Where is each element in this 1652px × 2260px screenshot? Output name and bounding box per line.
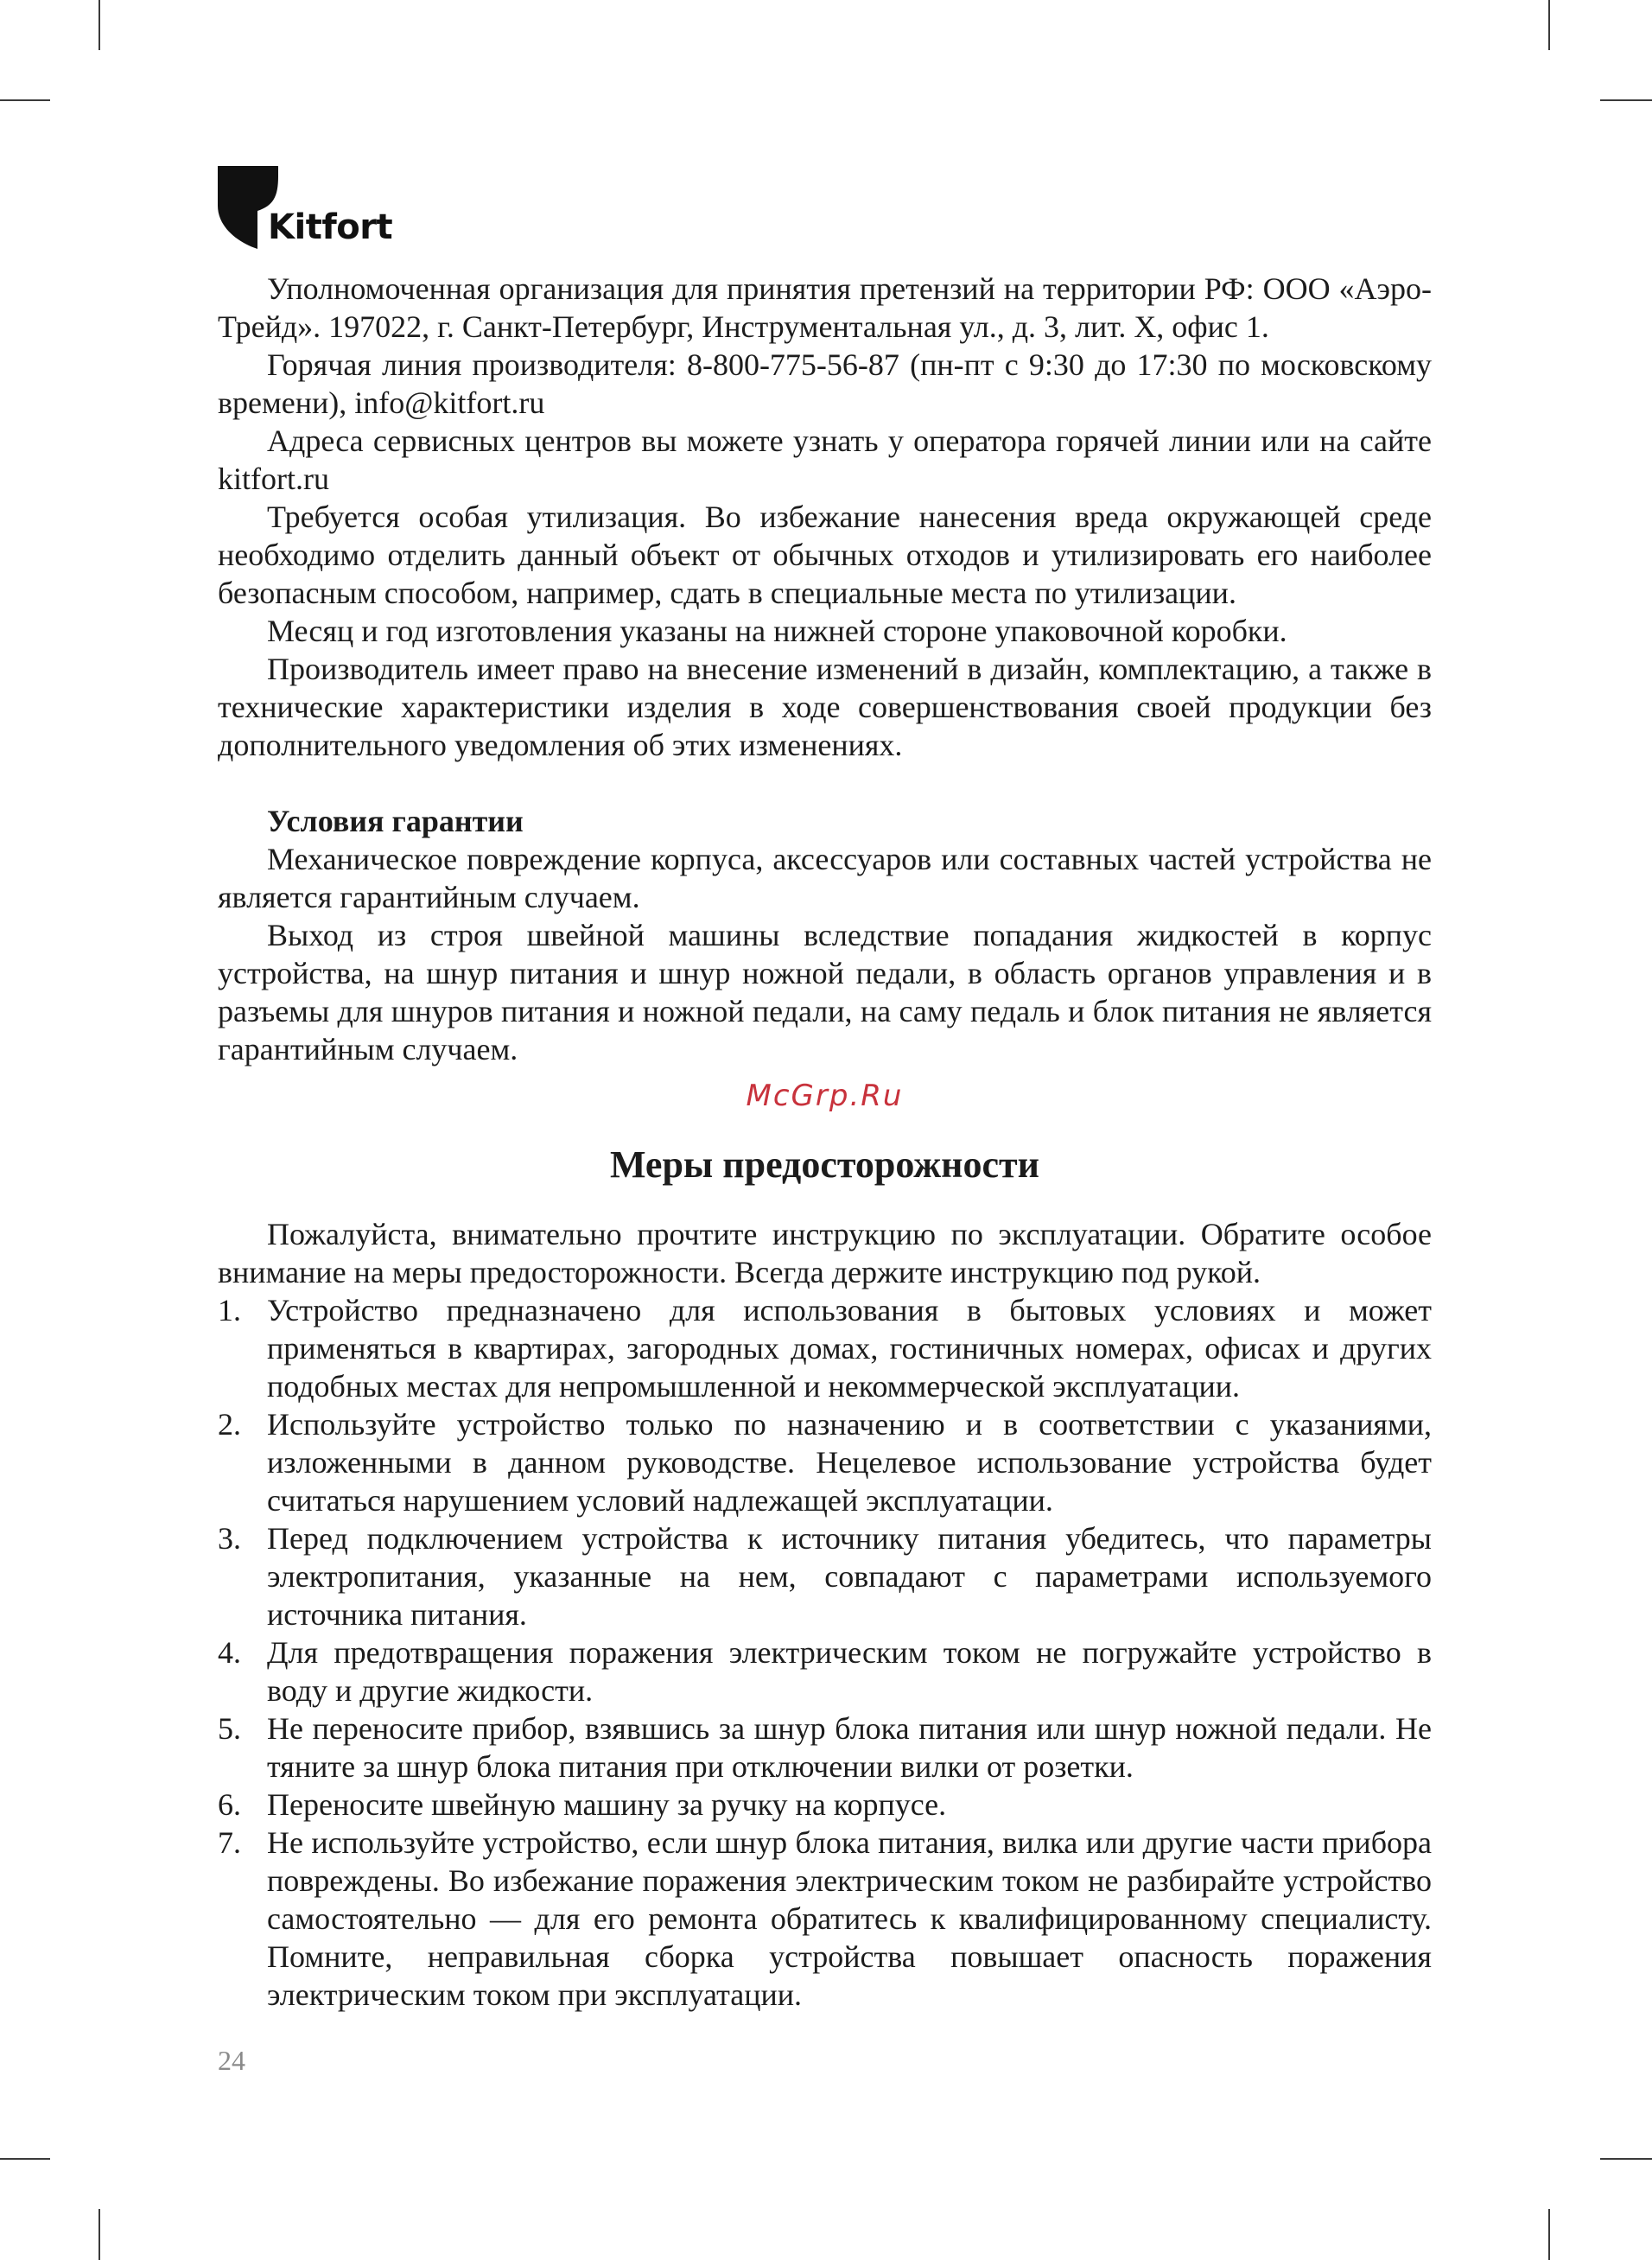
list-item <box>218 1709 1432 1786</box>
list-item <box>218 1291 1432 1405</box>
list-item-number: 4. <box>218 1635 241 1670</box>
list-item-text: Переносите швейную машину за ручку на корпусе. <box>267 1787 947 1822</box>
list-item-number: 3. <box>218 1521 241 1556</box>
list-item <box>218 1405 1432 1519</box>
document-body <box>218 270 1432 2014</box>
paragraph-service-centers: Адреса сервисных центров вы можете узнать у оператора горячей линии или на сайте kitfort.ru <box>218 423 1432 496</box>
crop-mark <box>1548 2209 1550 2260</box>
list-item-text: Используйте устройство только по назначению и в соответствии с указаниями, изложенными в данном руководстве. Нецелевое использование устройства будет считаться нарушением условий надлежащей эксплуатации. <box>267 1407 1432 1518</box>
paragraph-hotline: Горячая линия производителя: 8-800-775-56-87 (пн-пт с 9:30 до 17:30 по московскому времени), info@kitfort.ru <box>218 347 1432 420</box>
crop-mark <box>0 2158 50 2160</box>
crop-mark <box>1600 99 1652 101</box>
crop-mark <box>0 99 50 101</box>
list-item <box>218 1786 1432 1824</box>
crop-mark <box>98 0 100 50</box>
intro-section <box>218 270 1432 764</box>
precautions-section <box>218 1141 1432 2014</box>
paragraph-manufacture-date: Месяц и год изготовления указаны на нижней стороне упаковочной коробки. <box>267 614 1287 648</box>
brand-logo <box>218 166 477 252</box>
warranty-heading: Условия гарантии <box>267 804 524 838</box>
precautions-title: Меры предосторожности <box>609 1143 1040 1186</box>
precautions-intro: Пожалуйста, внимательно прочтите инструкцию по эксплуатации. Обратите особое внимание на меры предосторожности. Всегда держите инструкцию под рукой. <box>218 1217 1432 1289</box>
precautions-list <box>218 1291 1432 2014</box>
warranty-paragraph: Механическое повреждение корпуса, аксессуаров или составных частей устройства не является гарантийным случаем. <box>218 842 1432 914</box>
paragraph-authorized-organization: Уполномоченная организация для принятия претензий на территории РФ: ООО «Аэро-Трейд». 197022, г. Санкт-Петербург, Инструментальная ул., д. 3, лит. Х, офис 1. <box>218 271 1432 344</box>
page-number: 24 <box>218 2045 245 2076</box>
list-item-text: Устройство предназначено для использования в бытовых условиях и может применяться в квартирах, загородных домах, гостиничных номерах, офисах и других подобных местах для непромышленной и некоммерческой эксплуатации. <box>267 1293 1432 1404</box>
list-item-number: 5. <box>218 1711 241 1746</box>
brand-name: Kitfort <box>268 207 393 247</box>
list-item <box>218 1519 1432 1633</box>
list-item <box>218 1824 1432 2014</box>
crop-mark <box>1548 0 1550 50</box>
list-item-number: 7. <box>218 1825 241 1860</box>
warranty-section <box>218 802 1432 1068</box>
list-item-text: Для предотвращения поражения электрическим током не погружайте устройство в воду и другие жидкости. <box>267 1635 1432 1708</box>
list-item <box>218 1633 1432 1709</box>
paragraph-disposal: Требуется особая утилизация. Во избежание нанесения вреда окружающей среде необходимо отделить данный объект от обычных отходов и утилизировать его наиболее безопасным способом, например, сдать в специальные места по утилизации. <box>218 500 1432 610</box>
paragraph-manufacturer-rights: Производитель имеет право на внесение изменений в дизайн, комплектацию, а также в технические характеристики изделия в ходе совершенствования своей продукции без дополнительного уведомления об этих изменениях. <box>218 652 1432 762</box>
watermark-text: McGrp.Ru <box>746 1079 904 1113</box>
list-item-number: 1. <box>218 1293 241 1327</box>
warranty-paragraph: Выход из строя швейной машины вследствие попадания жидкостей в корпус устройства, на шнур питания и шнур ножной педали, в область органов управления и в разъемы для шнуров питания и ножной педали, на саму педаль и блок питания не является гарантийным случаем. <box>218 918 1432 1066</box>
list-item-number: 6. <box>218 1787 241 1822</box>
list-item-text: Не переносите прибор, взявшись за шнур блока питания или шнур ножной педали. Не тяните за шнур блока питания при отключении вилки от розетки. <box>267 1711 1432 1784</box>
crop-mark <box>98 2209 100 2260</box>
crop-mark <box>1600 2158 1652 2160</box>
list-item-text: Перед подключением устройства к источнику питания убедитесь, что параметры электропитания, указанные на нем, совпадают с параметрами используемого источника питания. <box>267 1521 1432 1632</box>
list-item-number: 2. <box>218 1407 241 1442</box>
list-item-text: Не используйте устройство, если шнур блока питания, вилка или другие части прибора повреждены. Во избежание поражения электрическим током не разбирайте устройство самостоятельно — для его ремонта обратитесь к квалифицированному специалисту. Помните, неправильная сборка устройства повышает опасность поражения электрическим током при эксплуатации. <box>267 1825 1432 2012</box>
